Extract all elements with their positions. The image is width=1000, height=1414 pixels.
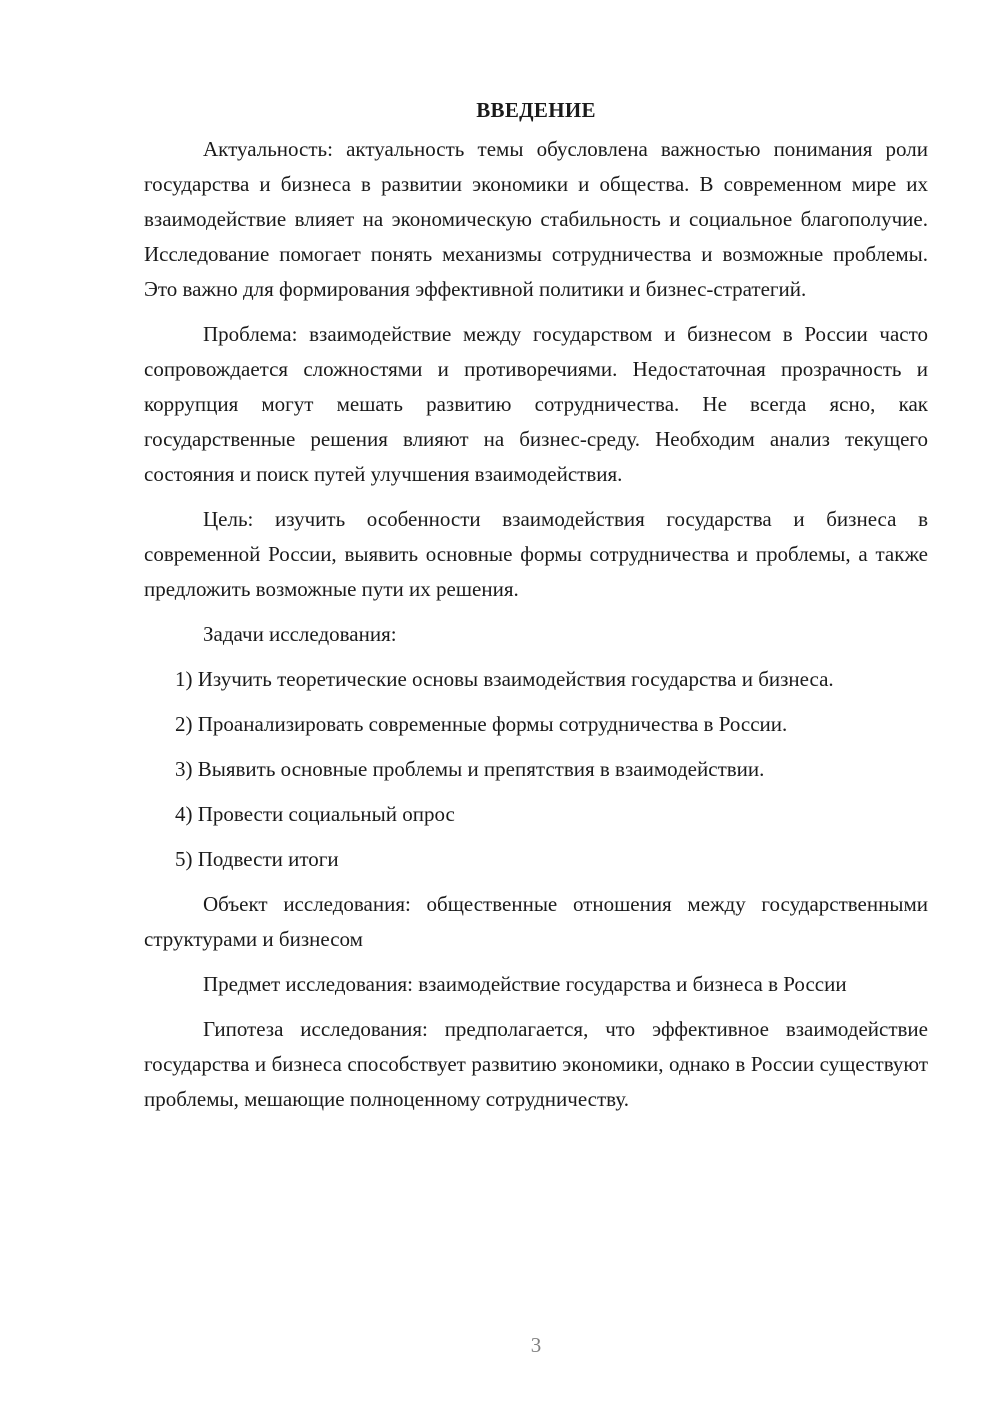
paragraph-goal: Цель: изучить особенности взаимодействия государства и бизнеса в современной России, выявить основные формы сотрудничества и проблемы, а также предложить возможные пути их решения. xyxy=(144,507,928,601)
document-page xyxy=(144,92,928,1127)
task-item-2: 2) Проанализировать современные формы сотрудничества в России. xyxy=(175,712,788,736)
paragraph-problem: Проблема: взаимодействие между государством и бизнесом в России часто сопровождается сложностями и противоречиями. Недостаточная прозрачность и коррупция могут мешать развитию сотрудничества. Не всегда ясно, как государственные решения влияют на бизнес-среду. Необходим анализ текущего состояния и поиск путей улучшения взаимодействия. xyxy=(144,322,928,486)
task-item-4: 4) Провести социальный опрос xyxy=(175,802,455,826)
task-item-1: 1) Изучить теоретические основы взаимодействия государства и бизнеса. xyxy=(175,667,834,691)
page-title: ВВЕДЕНИЕ xyxy=(476,98,596,122)
task-item-5: 5) Подвести итоги xyxy=(175,847,339,871)
task-item-3: 3) Выявить основные проблемы и препятствия в взаимодействии. xyxy=(175,757,765,781)
paragraph-hypothesis: Гипотеза исследования: предполагается, что эффективное взаимодействие государства и бизнеса способствует развитию экономики, однако в России существуют проблемы, мешающие полноценному сотрудничеству. xyxy=(144,1017,928,1111)
paragraph-relevance: Актуальность: актуальность темы обусловлена важностью понимания роли государства и бизнеса в развитии экономики и общества. В современном мире их взаимодействие влияет на экономическую стабильность и социальное благополучие. Исследование помогает понять механизмы сотрудничества и возможные проблемы. Это важно для формирования эффективной политики и бизнес-стратегий. xyxy=(144,137,928,301)
tasks-heading: Задачи исследования: xyxy=(203,622,397,646)
page-number: 3 xyxy=(530,1333,542,1357)
paragraph-subject: Предмет исследования: взаимодействие государства и бизнеса в России xyxy=(203,972,847,996)
paragraph-object: Объект исследования: общественные отношения между государственными структурами и бизнесом xyxy=(144,892,928,951)
